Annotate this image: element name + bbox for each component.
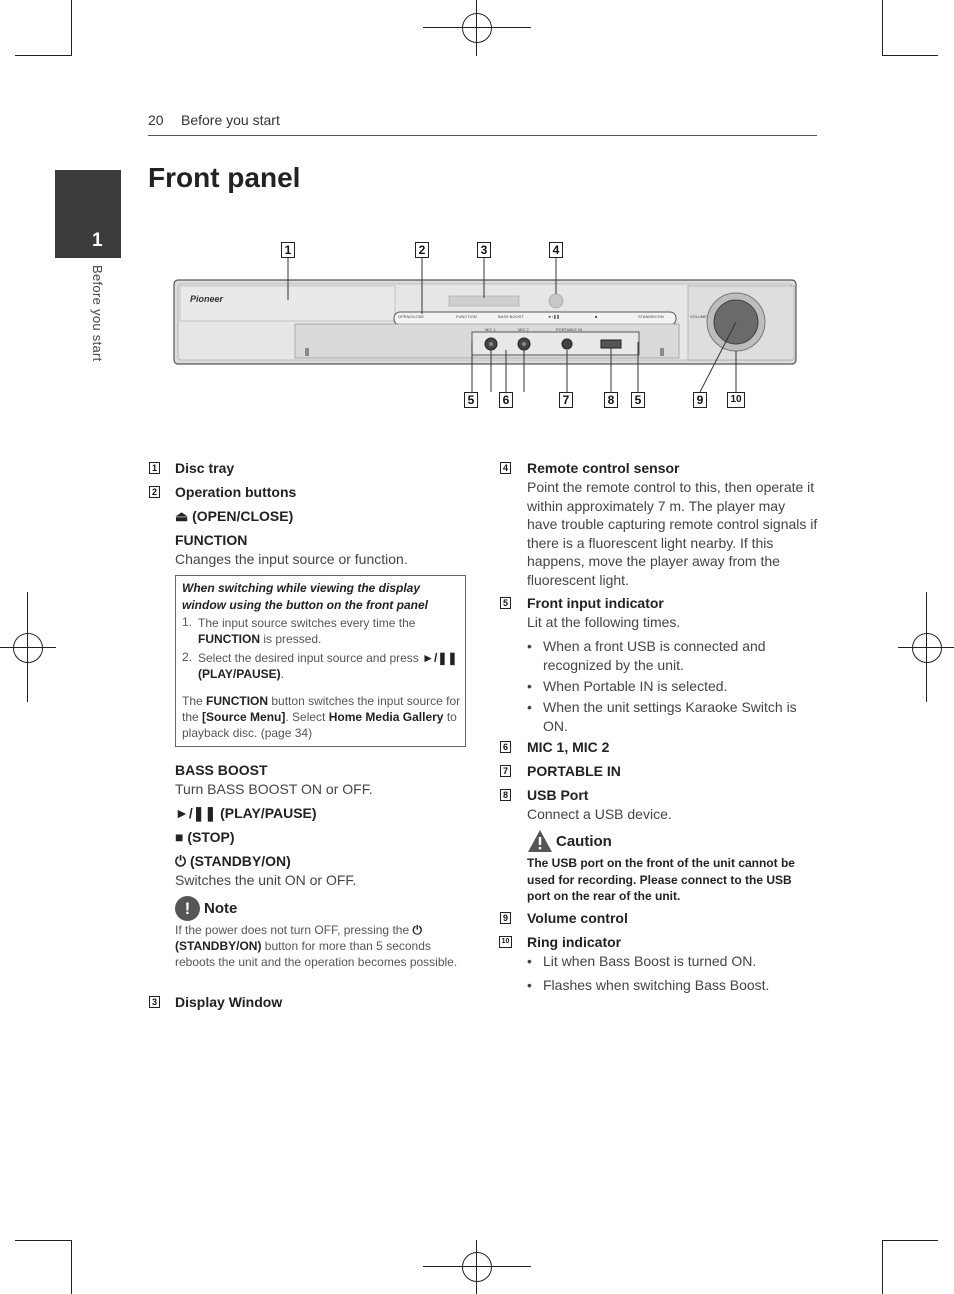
panel-label: MIC 2	[518, 327, 529, 332]
item-heading: USB Port	[527, 787, 589, 803]
bullet-dot: •	[527, 678, 532, 694]
item-heading: Ring indicator	[527, 934, 622, 950]
control-strip	[394, 312, 676, 325]
tip-key: FUNCTION	[206, 694, 269, 708]
standby-label: ⏻ (STANDBY/ON)	[175, 853, 291, 869]
bullet-dot: •	[527, 638, 532, 654]
diagram-callout: 8	[604, 392, 618, 408]
item-marker: 7	[500, 765, 511, 777]
tip-step-key: ►/❚❚ (PLAY/PAUSE)	[198, 651, 458, 681]
bass-boost-desc: Turn BASS BOOST ON or OFF.	[175, 781, 373, 797]
item-desc: Lit at the following times.	[527, 614, 681, 630]
item-marker: 8	[500, 789, 511, 801]
panel-label: MIC 1	[485, 327, 496, 332]
item-marker: 9	[500, 912, 511, 924]
caution-icon	[527, 829, 553, 853]
tip-step-text: is pressed.	[263, 632, 322, 646]
item-marker: 3	[149, 996, 160, 1008]
brand-logo: Pioneer	[190, 294, 224, 304]
tip-step-text: .	[280, 667, 285, 681]
note-text-part: If the power does not turn OFF, pressing the	[175, 923, 410, 937]
item-desc: Point the remote control to this, then operate it within approximately 7 m. The player may have trouble capturing remote control signals if there is a fluorescent light nearby. If this happens, move the player away from the fluorescent light.	[527, 479, 818, 588]
bullet-text: When a front USB is connected and recognized by the unit.	[543, 638, 766, 673]
tip-title: When switching while viewing the display window using the button on the front panel	[182, 581, 428, 612]
function-desc: Changes the input source or function.	[175, 551, 408, 567]
item-heading: Front input indicator	[527, 595, 664, 611]
note-text-part: button for more than 5 seconds reboots the unit and the operation becomes possible.	[175, 939, 458, 969]
bullet-dot: •	[527, 953, 532, 969]
caution-title: Caution	[556, 833, 612, 850]
page-number: 20	[148, 112, 164, 128]
bullet-text: When Portable IN is selected.	[543, 678, 728, 694]
tip-text: The	[182, 694, 203, 708]
panel-label: PORTABLE IN	[556, 327, 583, 332]
tip-text: button switches the input source for the	[182, 694, 461, 724]
bullet-text: Lit when Bass Boost is turned ON.	[543, 953, 757, 969]
diagram-callout: 5	[464, 392, 478, 408]
bass-boost-label: BASS BOOST	[175, 762, 268, 778]
tip-step-text: The input source switches every time the	[198, 616, 416, 630]
usb-port	[601, 340, 621, 348]
diagram-callout: 7	[559, 392, 573, 408]
item-marker: 10	[499, 936, 512, 948]
diagram-callout: 1	[281, 242, 295, 258]
chapter-label: Before you start	[90, 265, 105, 362]
tip-step-text: Select the desired input source and press	[198, 651, 419, 665]
panel-label: STANDBY/ON	[638, 314, 664, 319]
tip-text: . Select	[285, 710, 326, 724]
remote-sensor	[549, 294, 563, 308]
running-header: Before you start	[181, 112, 280, 128]
chapter-tab	[55, 170, 121, 258]
tip-step-number: 2.	[182, 650, 193, 664]
tip-step-key: FUNCTION	[198, 632, 260, 646]
portable-in-jack	[562, 339, 572, 349]
bullet-text: Flashes when switching Bass Boost.	[543, 977, 770, 993]
panel-label: ►/❚❚	[548, 314, 560, 319]
tip-step	[198, 615, 462, 647]
diagram-callout: 3	[477, 242, 491, 258]
item-heading: Operation buttons	[175, 484, 297, 500]
item-desc: Connect a USB device.	[527, 806, 672, 822]
note-icon: !	[175, 896, 200, 921]
item-marker: 6	[500, 741, 511, 753]
bullet-text: When the unit settings Karaoke Switch is ON.	[543, 699, 797, 734]
bullet-dot: •	[527, 699, 532, 715]
panel-label: VOLUME	[690, 314, 707, 319]
note-text	[175, 922, 469, 970]
tip-paragraph	[182, 693, 462, 741]
tip-step	[198, 650, 462, 682]
diagram-callout: 5	[631, 392, 645, 408]
diagram-callout: 4	[549, 242, 563, 258]
item-marker: 1	[149, 462, 160, 474]
chapter-number: 1	[92, 230, 103, 251]
bullet-dot: •	[527, 977, 532, 993]
item-heading: Remote control sensor	[527, 460, 680, 476]
note-title: Note	[204, 900, 238, 917]
standby-desc: Switches the unit ON or OFF.	[175, 872, 357, 888]
item-marker: 2	[149, 486, 160, 498]
diagram-callout: 10	[727, 392, 745, 408]
function-label: FUNCTION	[175, 532, 248, 548]
item-marker: 5	[500, 597, 511, 609]
item-heading: PORTABLE IN	[527, 763, 621, 779]
open-close-label: ⏏ (OPEN/CLOSE)	[175, 508, 294, 524]
tip-step-number: 1.	[182, 615, 193, 629]
stop-label: ■ (STOP)	[175, 829, 235, 845]
panel-label: FUNCTION	[456, 314, 477, 319]
item-heading: Volume control	[527, 910, 628, 926]
caution-text: The USB port on the front of the unit cannot be used for recording. Please connect to the USB port on the rear of the unit.	[527, 856, 795, 903]
item-heading: Disc tray	[175, 460, 235, 476]
panel-label: ■	[595, 314, 598, 319]
tip-text: to playback disc. (page 34)	[182, 710, 457, 740]
diagram-callout: 2	[415, 242, 429, 258]
page-title: Front panel	[148, 162, 301, 193]
tip-key: [Source Menu]	[202, 710, 286, 724]
item-heading: Display Window	[175, 994, 283, 1010]
note-key: ⏻ (STANDBY/ON)	[175, 923, 422, 953]
tip-key: Home Media Gallery	[328, 710, 444, 724]
tip-box	[175, 575, 466, 747]
header-rule	[148, 135, 817, 136]
panel-label: BASS BOOST	[498, 314, 524, 319]
panel-label: OPEN/CLOSE	[398, 314, 425, 319]
diagram-callout: 6	[499, 392, 513, 408]
item-marker: 4	[500, 462, 511, 474]
diagram-callout: 9	[693, 392, 707, 408]
item-heading: MIC 1, MIC 2	[527, 739, 610, 755]
play-pause-label: ►/❚❚ (PLAY/PAUSE)	[175, 805, 317, 821]
